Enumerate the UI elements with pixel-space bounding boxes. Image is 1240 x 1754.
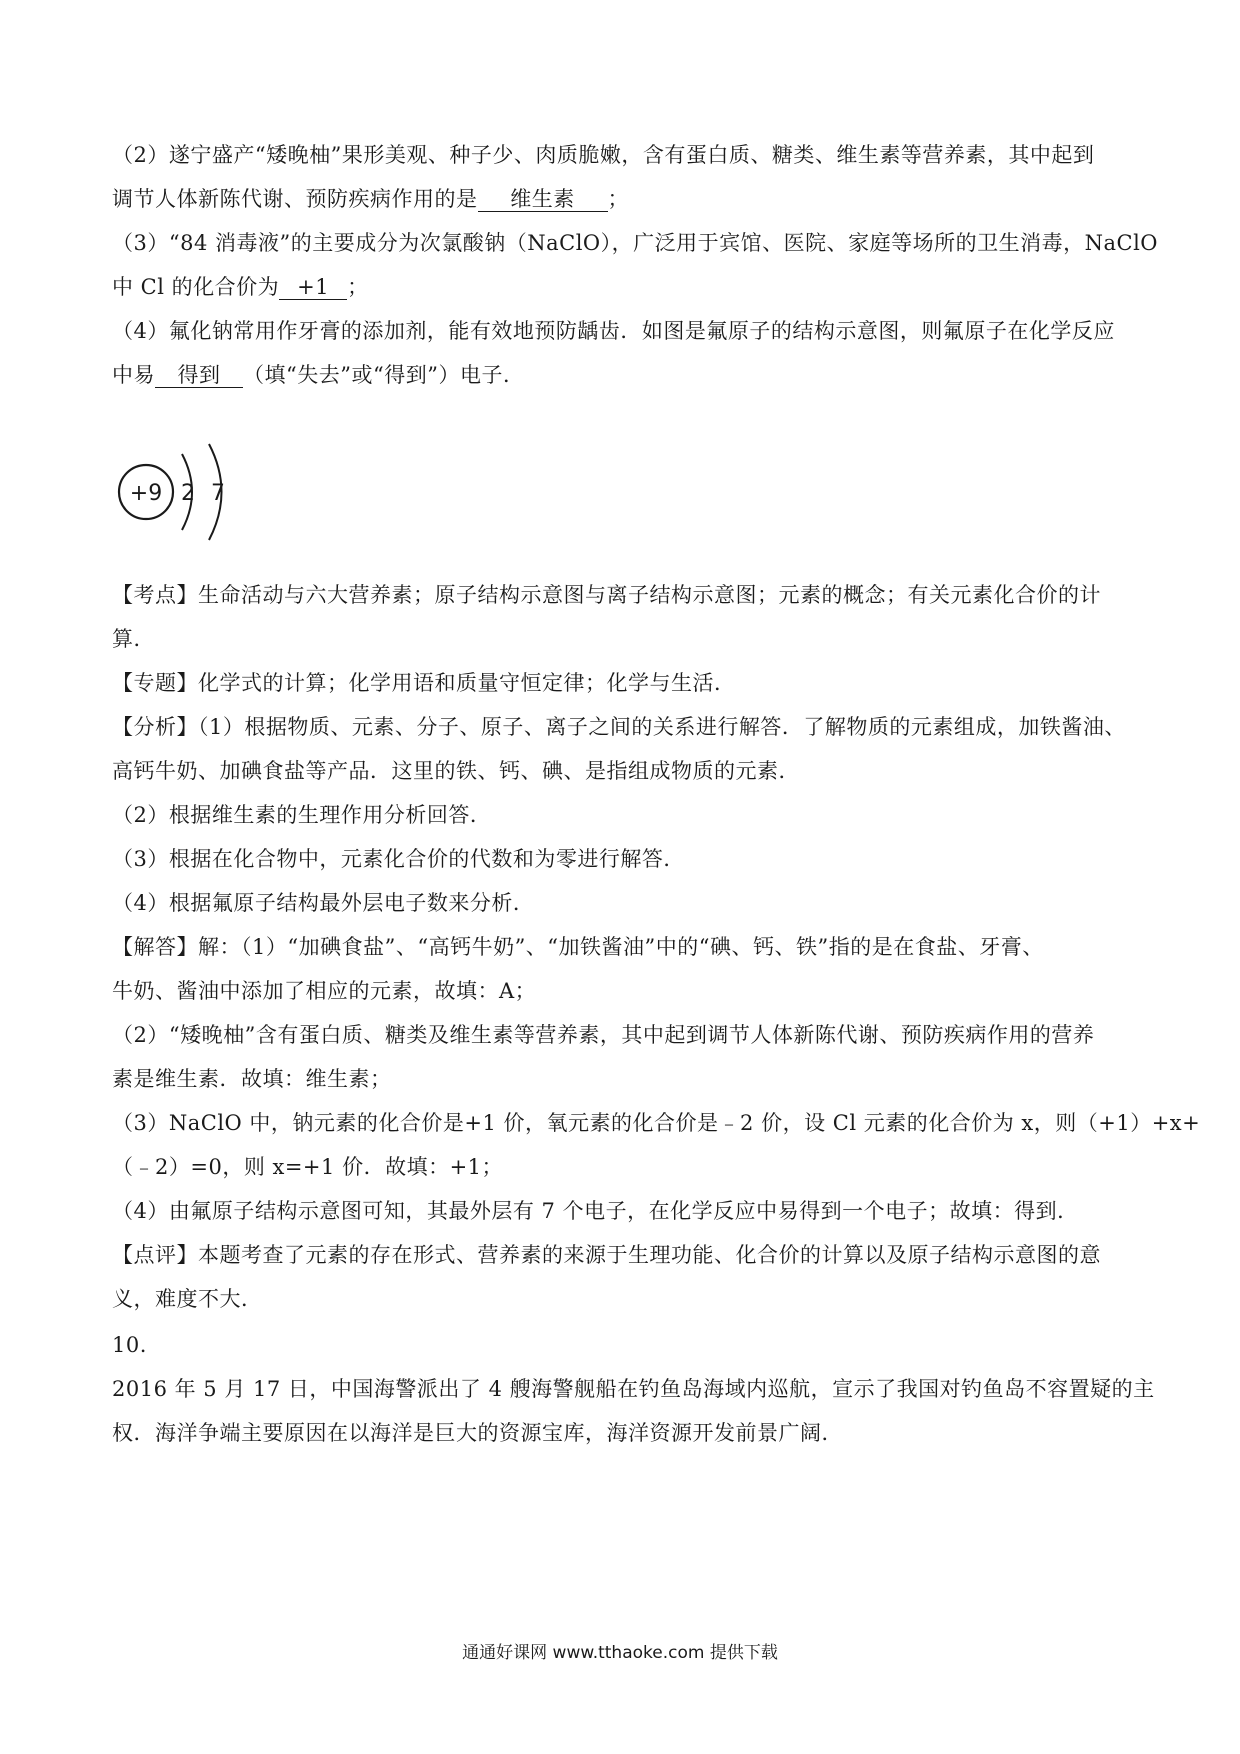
q3-line2-prefix: 中 Cl 的化合价为 (112, 275, 280, 299)
jieda-line4: 素是维生素．故填：维生素； (112, 1067, 392, 1091)
electron-shell-2-count: 7 (211, 481, 225, 506)
q2-line2-suffix: ； (607, 187, 629, 211)
q3-line2 (112, 272, 1132, 302)
jieda-line7: （4）由氟原子结构示意图可知，其最外层有 7 个电子，在化学反应中易得到一个电子；故填：得到． (112, 1199, 1079, 1223)
jieda-line6: （﹣2）=0，则 x=+1 价．故填：+1； (112, 1155, 504, 1179)
fenxi-line1: 【分析】（1）根据物质、元素、分子、原子、离子之间的关系进行解答．了解物质的元素组成，加铁酱油、 (112, 715, 1126, 739)
fenxi-line5: （4）根据氟原子结构最外层电子数来分析． (112, 891, 535, 915)
question-10-line2: 权．海洋争端主要原因在以海洋是巨大的资源宝库，海洋资源开发前景广阔． (112, 1421, 843, 1445)
dianping-line2: 义，难度不大． (112, 1287, 263, 1311)
kaodian-line1: 【考点】生命活动与六大营养素；原子结构示意图与离子结构示意图；元素的概念；有关元素化合价的计 (112, 583, 1101, 607)
q2-line2 (112, 184, 1132, 214)
nucleus-charge: +9 (129, 481, 163, 506)
fenxi-line4: （3）根据在化合物中，元素化合价的代数和为零进行解答． (112, 847, 685, 871)
kaodian-line2: 算． (112, 627, 155, 651)
fluorine-atom-structure-diagram (112, 436, 242, 546)
q4-line2-suffix: （填“失去”或“得到”）电子． (243, 363, 525, 387)
zhuanti-line: 【专题】化学式的计算；化学用语和质量守恒定律；化学与生活． (112, 671, 736, 695)
q2-line1: （2）遂宁盛产“矮晚柚”果形美观、种子少、肉质脆嫩，含有蛋白质、糖类、维生素等营养素，其中起到 (112, 143, 1095, 167)
jieda-line5: （3）NaClO 中，钠元素的化合价是+1 价，氧元素的化合价是﹣2 价，设 Cl 元素的化合价为 x，则（+1）+x+ (112, 1111, 1201, 1135)
question-10-number: 10. (112, 1333, 147, 1357)
q4-line1: （4）氟化钠常用作牙膏的添加剂，能有效地预防龋齿．如图是氟原子的结构示意图，则氟原子在化学反应 (112, 319, 1115, 343)
jieda-line3: （2）“矮晚柚”含有蛋白质、糖类及维生素等营养素，其中起到调节人体新陈代谢、预防疾病作用的营养 (112, 1023, 1095, 1047)
page-footer: 通通好课网 www.tthaoke.com 提供下载 (462, 1643, 778, 1663)
fenxi-line2: 高钙牛奶、加碘食盐等产品．这里的铁、钙、碘、是指组成物质的元素． (112, 759, 800, 783)
q2-answer-blank: 维生素 (478, 187, 608, 212)
q4-answer-blank: 得到 (155, 363, 243, 388)
jieda-line1: 【解答】解：（1）“加碘食盐”、“高钙牛奶”、“加铁酱油”中的“碘、钙、铁”指的是在食盐、牙膏、 (112, 935, 1044, 959)
fenxi-line3: （2）根据维生素的生理作用分析回答． (112, 803, 492, 827)
dianping-line1: 【点评】本题考查了元素的存在形式、营养素的来源于生理功能、化合价的计算以及原子结构示意图的意 (112, 1243, 1101, 1267)
q2-line2-prefix: 调节人体新陈代谢、预防疾病作用的是 (112, 187, 478, 211)
q3-answer-blank: +1 (279, 275, 347, 300)
q4-line2-prefix: 中易 (112, 363, 155, 387)
q3-line2-suffix: ； (347, 275, 369, 299)
question-10-line1: 2016 年 5 月 17 日，中国海警派出了 4 艘海警舰船在钓鱼岛海域内巡航，宣示了我国对钓鱼岛不容置疑的主 (112, 1377, 1155, 1401)
q4-line2 (112, 360, 1132, 390)
electron-shell-1-count: 2 (181, 481, 195, 506)
jieda-line2: 牛奶、酱油中添加了相应的元素，故填：A； (112, 979, 537, 1003)
q3-line1: （3）“84 消毒液”的主要成分为次氯酸钠（NaClO），广泛用于宾馆、医院、家庭等场所的卫生消毒，NaClO (112, 231, 1159, 255)
